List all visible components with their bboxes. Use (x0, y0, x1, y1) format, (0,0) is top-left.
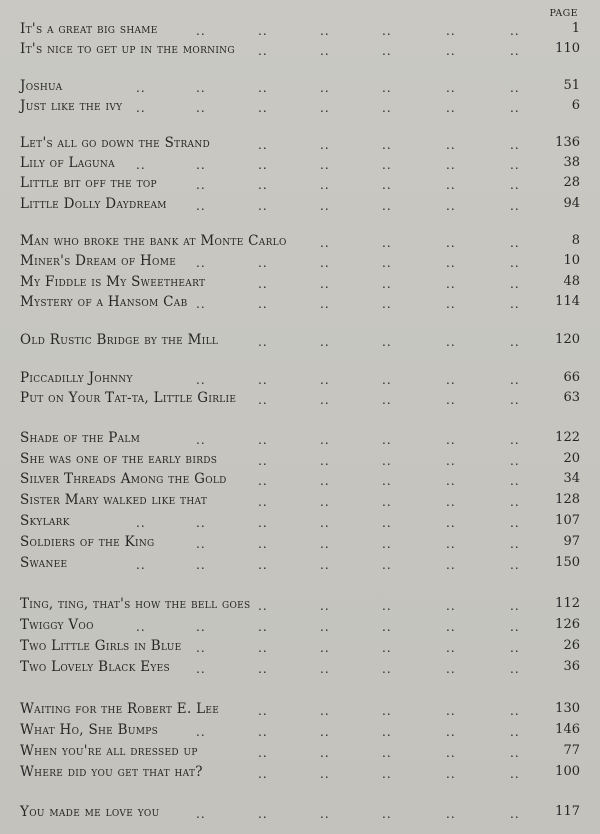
entry-title: Shade of the Palm (20, 430, 141, 446)
index-entry (20, 512, 580, 530)
entry-page: 66 (563, 370, 580, 385)
leader-dots: .. .. .. .. .. .. (196, 537, 520, 551)
entry-page: 97 (563, 534, 580, 549)
entry-title: You made me love you (20, 804, 160, 820)
entry-page: 130 (555, 701, 580, 716)
leader-dots: .. .. .. .. .. .. (196, 178, 520, 192)
entry-title: Let's all go down the Strand (20, 135, 211, 151)
leader-dots: .. .. .. .. .. .. (196, 373, 520, 387)
entry-title: Lily of Laguna (20, 155, 115, 171)
leader-dots: .. .. .. .. .. (258, 335, 520, 349)
entry-page: 77 (563, 743, 580, 758)
entry-title: What Ho, She Bumps (20, 722, 159, 738)
index-entry (20, 742, 580, 760)
index-entry (20, 616, 580, 634)
entry-page: 107 (555, 513, 580, 528)
index-entry (20, 195, 580, 213)
leader-dots: .. .. .. .. .. (258, 746, 520, 760)
index-entry (20, 721, 580, 739)
entry-page: 63 (563, 390, 580, 405)
entry-title: Joshua (20, 78, 63, 94)
index-entry (20, 97, 580, 115)
index-entry (20, 763, 580, 781)
leader-dots: .. .. .. .. .. .. (196, 297, 520, 311)
leader-dots: .. .. .. .. .. (258, 44, 520, 58)
index-entry (20, 174, 580, 192)
leader-dots: .. .. .. .. .. (258, 393, 520, 407)
entry-title: Miner's Dream of Home (20, 253, 177, 269)
index-entry (20, 389, 580, 407)
index-entry (20, 20, 580, 38)
entry-title: Man who broke the bank at Monte Carlo (20, 233, 287, 249)
entry-title: It's nice to get up in the morning (20, 41, 235, 57)
entry-page: 114 (555, 294, 580, 309)
leader-dots: .. .. .. .. .. .. .. (136, 516, 520, 530)
entry-page: 51 (563, 78, 580, 93)
entry-page: 136 (555, 135, 580, 150)
index-entry (20, 369, 580, 387)
index-entry (20, 637, 580, 655)
entry-page: 122 (555, 430, 580, 445)
entry-title: Little bit off the top (20, 175, 157, 191)
index-entry (20, 77, 580, 95)
leader-dots: .. .. .. .. .. (258, 277, 520, 291)
leader-dots: .. .. .. .. .. .. .. (136, 620, 520, 634)
index-entry (20, 40, 580, 58)
entry-title: Little Dolly Daydream (20, 196, 167, 212)
index-entry (20, 293, 580, 311)
leader-dots: .. .. .. .. .. (258, 599, 520, 613)
leader-dots: .. .. .. .. .. (258, 767, 520, 781)
leader-dots: .. .. .. .. .. .. (196, 641, 520, 655)
entry-page: 120 (555, 332, 580, 347)
index-entry (20, 232, 580, 250)
index-entry (20, 331, 580, 349)
index-entry (20, 252, 580, 270)
entry-title: Ting, ting, that's how the bell goes (20, 596, 251, 612)
leader-dots: .. .. .. .. .. (258, 495, 520, 509)
leader-dots: .. .. .. .. .. (258, 704, 520, 718)
entry-title: She was one of the early birds (20, 451, 218, 467)
entry-page: 26 (563, 638, 580, 653)
entry-title: Soldiers of the King (20, 534, 155, 550)
entry-title: Where did you get that hat? (20, 764, 203, 780)
index-entry (20, 450, 580, 468)
leader-dots: .. .. .. .. .. .. (196, 807, 520, 821)
entry-page: 10 (563, 253, 580, 268)
entry-title: Old Rustic Bridge by the Mill (20, 332, 219, 348)
leader-dots: .. .. .. .. .. .. (196, 256, 520, 270)
entry-page: 117 (555, 804, 580, 819)
page-column-label: PAGE (549, 8, 578, 19)
leader-dots: .. .. .. .. .. .. .. (136, 101, 520, 115)
leader-dots: .. .. .. .. .. .. (196, 725, 520, 739)
entry-page: 126 (555, 617, 580, 632)
entry-title: It's a great big shame (20, 21, 158, 37)
leader-dots: .. .. .. .. .. .. .. (136, 558, 520, 572)
entry-page: 150 (555, 555, 580, 570)
leader-dots: .. .. .. .. .. (258, 454, 520, 468)
index-entry (20, 533, 580, 551)
entry-title: Two Lovely Black Eyes (20, 659, 170, 675)
leader-dots: .. .. .. .. .. (258, 138, 520, 152)
entry-page: 28 (563, 175, 580, 190)
entry-title: Put on Your Tat-ta, Little Girlie (20, 390, 237, 406)
entry-page: 36 (563, 659, 580, 674)
entry-page: 6 (571, 98, 580, 113)
index-entry (20, 470, 580, 488)
leader-dots: .. .. .. .. .. .. .. (136, 158, 520, 172)
entry-title: When you're all dressed up (20, 743, 198, 759)
leader-dots: .. .. .. .. .. .. (196, 433, 520, 447)
index-entry (20, 154, 580, 172)
entry-title: Mystery of a Hansom Cab (20, 294, 188, 310)
index-entry (20, 491, 580, 509)
entry-title: Two Little Girls in Blue (20, 638, 182, 654)
entry-title: Twiggy Voo (20, 617, 94, 633)
entry-title: Piccadilly Johnny (20, 370, 133, 386)
leader-dots: .. .. .. .. .. .. .. (136, 81, 520, 95)
entry-page: 1 (571, 21, 580, 36)
entry-page: 128 (555, 492, 580, 507)
entry-title: Waiting for the Robert E. Lee (20, 701, 220, 717)
entry-title: Swanee (20, 555, 68, 571)
leader-dots: .. .. .. .. .. .. (196, 24, 520, 38)
entry-page: 48 (563, 274, 580, 289)
index-entry (20, 273, 580, 291)
entry-page: 110 (555, 41, 580, 56)
leader-dots: .. .. .. .. .. .. (196, 199, 520, 213)
index-entry (20, 595, 580, 613)
leader-dots: .. .. .. .. .. (258, 474, 520, 488)
index-entry (20, 429, 580, 447)
entry-page: 34 (563, 471, 580, 486)
entry-title: My Fiddle is My Sweetheart (20, 274, 206, 290)
entry-title: Sister Mary walked like that (20, 492, 208, 508)
entry-title: Skylark (20, 513, 70, 529)
index-entry (20, 700, 580, 718)
index-entry (20, 134, 580, 152)
index-entry (20, 554, 580, 572)
entry-page: 94 (563, 196, 580, 211)
entry-title: Just like the ivy (20, 98, 123, 114)
entry-page: 100 (555, 764, 580, 779)
entry-page: 20 (563, 451, 580, 466)
entry-page: 38 (563, 155, 580, 170)
entry-page: 146 (555, 722, 580, 737)
index-entry (20, 658, 580, 676)
entry-page: 112 (555, 596, 580, 611)
leader-dots: .. .. .. .. (320, 236, 520, 250)
index-entry (20, 803, 580, 821)
leader-dots: .. .. .. .. .. .. (196, 662, 520, 676)
entry-page: 8 (571, 233, 580, 248)
entry-title: Silver Threads Among the Gold (20, 471, 227, 487)
